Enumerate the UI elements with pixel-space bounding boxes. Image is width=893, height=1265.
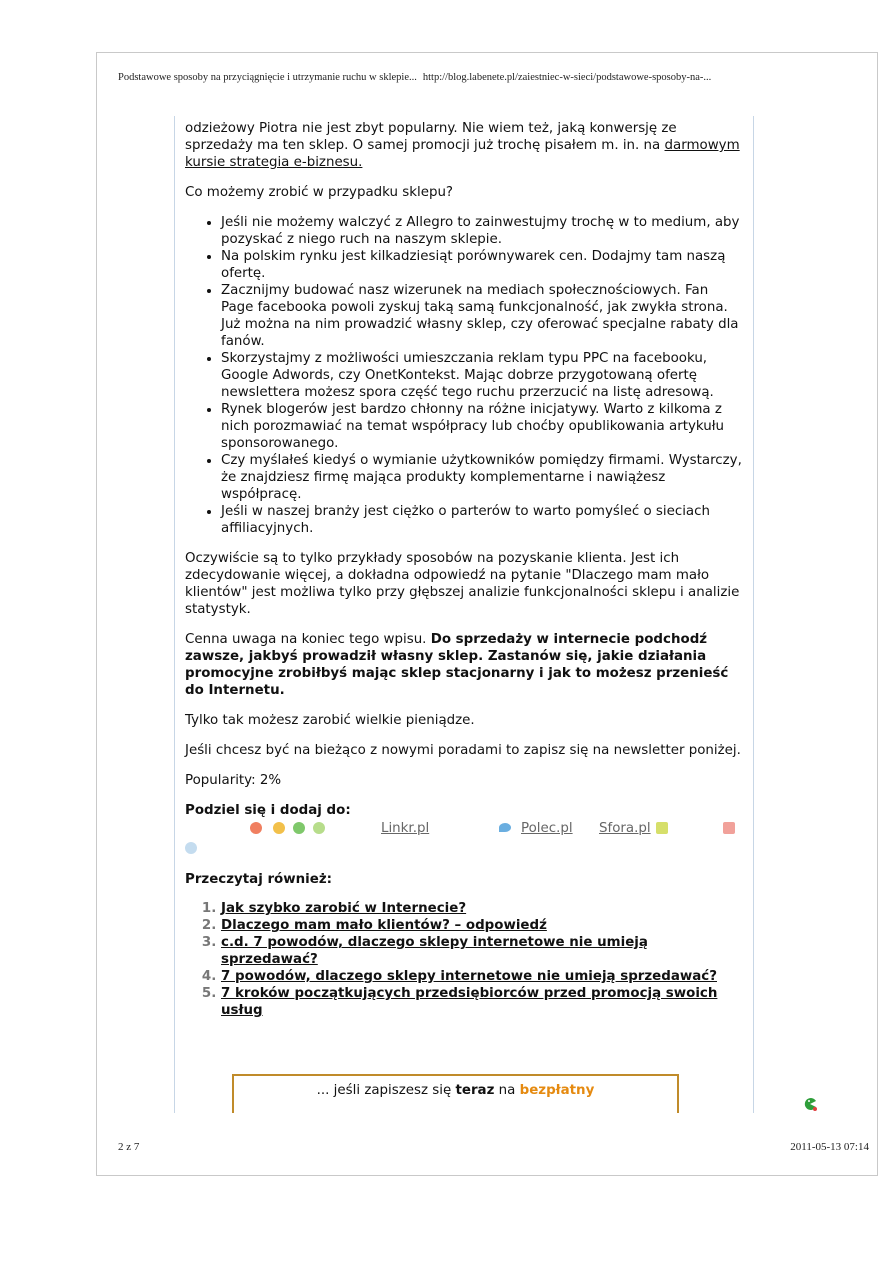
cta-prefix: ... jeśli zapiszesz się xyxy=(316,1083,456,1098)
print-datetime: 2011-05-13 07:14 xyxy=(790,1141,869,1153)
intro-paragraph xyxy=(185,120,743,171)
fire-icon[interactable] xyxy=(273,822,285,834)
share-bar xyxy=(185,819,743,859)
pacman-icon[interactable] xyxy=(803,1097,817,1111)
page-number: 2 z 7 xyxy=(118,1141,140,1153)
list-item: • Czy myślałeś kiedyś o wymianie użytkowników pomiędzy firmami. Wystarczy, że znajdziesz firmę mająca produkty komplementarne i nawiążesz współpracę. xyxy=(221,452,743,503)
list-item: • Jeśli w naszej branży jest ciężko o parterów to warto pomyśleć o sieciach affiliacyjnych. xyxy=(221,503,743,537)
cta-now: teraz xyxy=(455,1083,495,1098)
share-link-linkr[interactable]: Linkr.pl xyxy=(381,821,430,836)
remark-paragraph xyxy=(185,631,743,699)
popularity-label: Popularity: 2% xyxy=(185,773,282,788)
flower-icon[interactable] xyxy=(185,842,197,854)
related-link[interactable]: Jak szybko zarobić w Internecie? xyxy=(221,901,467,916)
newsletter-box xyxy=(232,1074,679,1113)
star-icon[interactable] xyxy=(656,822,668,834)
list-item xyxy=(221,900,743,917)
tips-list xyxy=(185,214,743,537)
article-content xyxy=(174,116,754,1113)
list-item: • Na polskim rynku jest kilkadziesiąt porównywarek cen. Dodajmy tam naszą ofertę. xyxy=(221,248,743,282)
related-title: Przeczytaj również: xyxy=(185,872,332,887)
remark-lead: Cenna uwaga na koniec tego wpisu. xyxy=(185,632,431,647)
stop-icon[interactable] xyxy=(250,822,262,834)
heart-icon[interactable] xyxy=(499,823,511,832)
related-link[interactable]: c.d. 7 powodów, dlaczego sklepy internetowe nie umieją sprzedawać? xyxy=(221,935,648,967)
share-link-sfora[interactable]: Sfora.pl xyxy=(599,821,651,836)
print-header-url: http://blog.labenete.pl/zaiestniec-w-sieci/podstawowe-sposoby-na-... xyxy=(422,72,712,83)
list-item xyxy=(221,917,743,934)
list-item: • Zacznijmy budować nasz wizerunek na mediach społecznościowych. Fan Page facebooka powoli zyskuj taką samą funkcjonalność, jak zwykła strona. Już można na nim prowadzić własny sklep, czy oferować specjalne rabaty dla fanów. xyxy=(221,282,743,350)
gift-icon[interactable] xyxy=(723,822,735,834)
list-item xyxy=(221,968,743,985)
summary-paragraph: Oczywiście są to tylko przykłady sposobów na pozyskanie klienta. Jest ich zdecydowanie więcej, a dokładna odpowiedź na pytanie "Dlaczego mam mało klientów" jest możliwa tylko przy głębszej analizie funkcjonalności sklepu i analizie statystyk. xyxy=(185,551,740,617)
remark-bold: Do sprzedaży w internecie podchodź zawsze, jakbyś prowadził własny sklep. Zastanów się, jakie działania promocyjne zrobiłbyś mając sklep stacjonarny i jak to możesz przenieść do Internetu. xyxy=(185,632,729,698)
share-title: Podziel się i dodaj do: xyxy=(185,803,351,818)
question-paragraph: Co możemy zrobić w przypadku sklepu? xyxy=(185,185,454,200)
list-item: • Skorzystajmy z możliwości umieszczania reklam typu PPC na facebooku, Google Adwords, czy OnetKontekst. Mając dobrze przygotowaną ofertę newslettera możesz spora część tego ruchu przerzucić na listę adresową. xyxy=(221,350,743,401)
cta-middle: na xyxy=(494,1083,520,1098)
money-paragraph: Tylko tak możesz zarobić wielkie pieniądze. xyxy=(185,713,475,728)
list-item: • Rynek blogerów jest bardzo chłonny na różne inicjatywy. Warto z kilkoma z nich porozmawiać na temat współpracy lub choćby opublikowania artykułu sponsorowanego. xyxy=(221,401,743,452)
course-link[interactable]: darmowym kursie strategia e-biznesu. xyxy=(185,138,740,170)
globe-icon[interactable] xyxy=(293,822,305,834)
intro-text: odzieżowy Piotra nie jest zbyt popularny. Nie wiem też, jaką konwersję ze sprzedaży ma ten sklep. O samej promocji już trochę pisałem m. in. na xyxy=(185,121,677,153)
newsletter-prompt: Jeśli chcesz być na bieżąco z nowymi poradami to zapisz się na newsletter poniżej. xyxy=(185,743,741,758)
related-posts-list xyxy=(185,900,743,1019)
print-header xyxy=(118,72,878,83)
print-header-title: Podstawowe sposoby na przyciągnięcie i utrzymanie ruchu w sklepie... xyxy=(118,72,417,83)
leaf-icon[interactable] xyxy=(313,822,325,834)
print-page xyxy=(96,52,878,1176)
share-link-polec[interactable]: Polec.pl xyxy=(521,821,573,836)
related-link[interactable]: 7 powodów, dlaczego sklepy internetowe nie umieją sprzedawać? xyxy=(221,969,717,984)
related-link[interactable]: Dlaczego mam mało klientów? – odpowiedź xyxy=(221,918,547,933)
list-item: • Jeśli nie możemy walczyć z Allegro to zainwestujmy trochę w to medium, aby pozyskać z niego ruch na naszym sklepie. xyxy=(221,214,743,248)
list-item xyxy=(221,985,743,1019)
cta-free: bezpłatny xyxy=(519,1083,595,1098)
related-link[interactable]: 7 kroków początkujących przedsiębiorców przed promocją swoich usług xyxy=(221,986,718,1018)
list-item xyxy=(221,934,743,968)
